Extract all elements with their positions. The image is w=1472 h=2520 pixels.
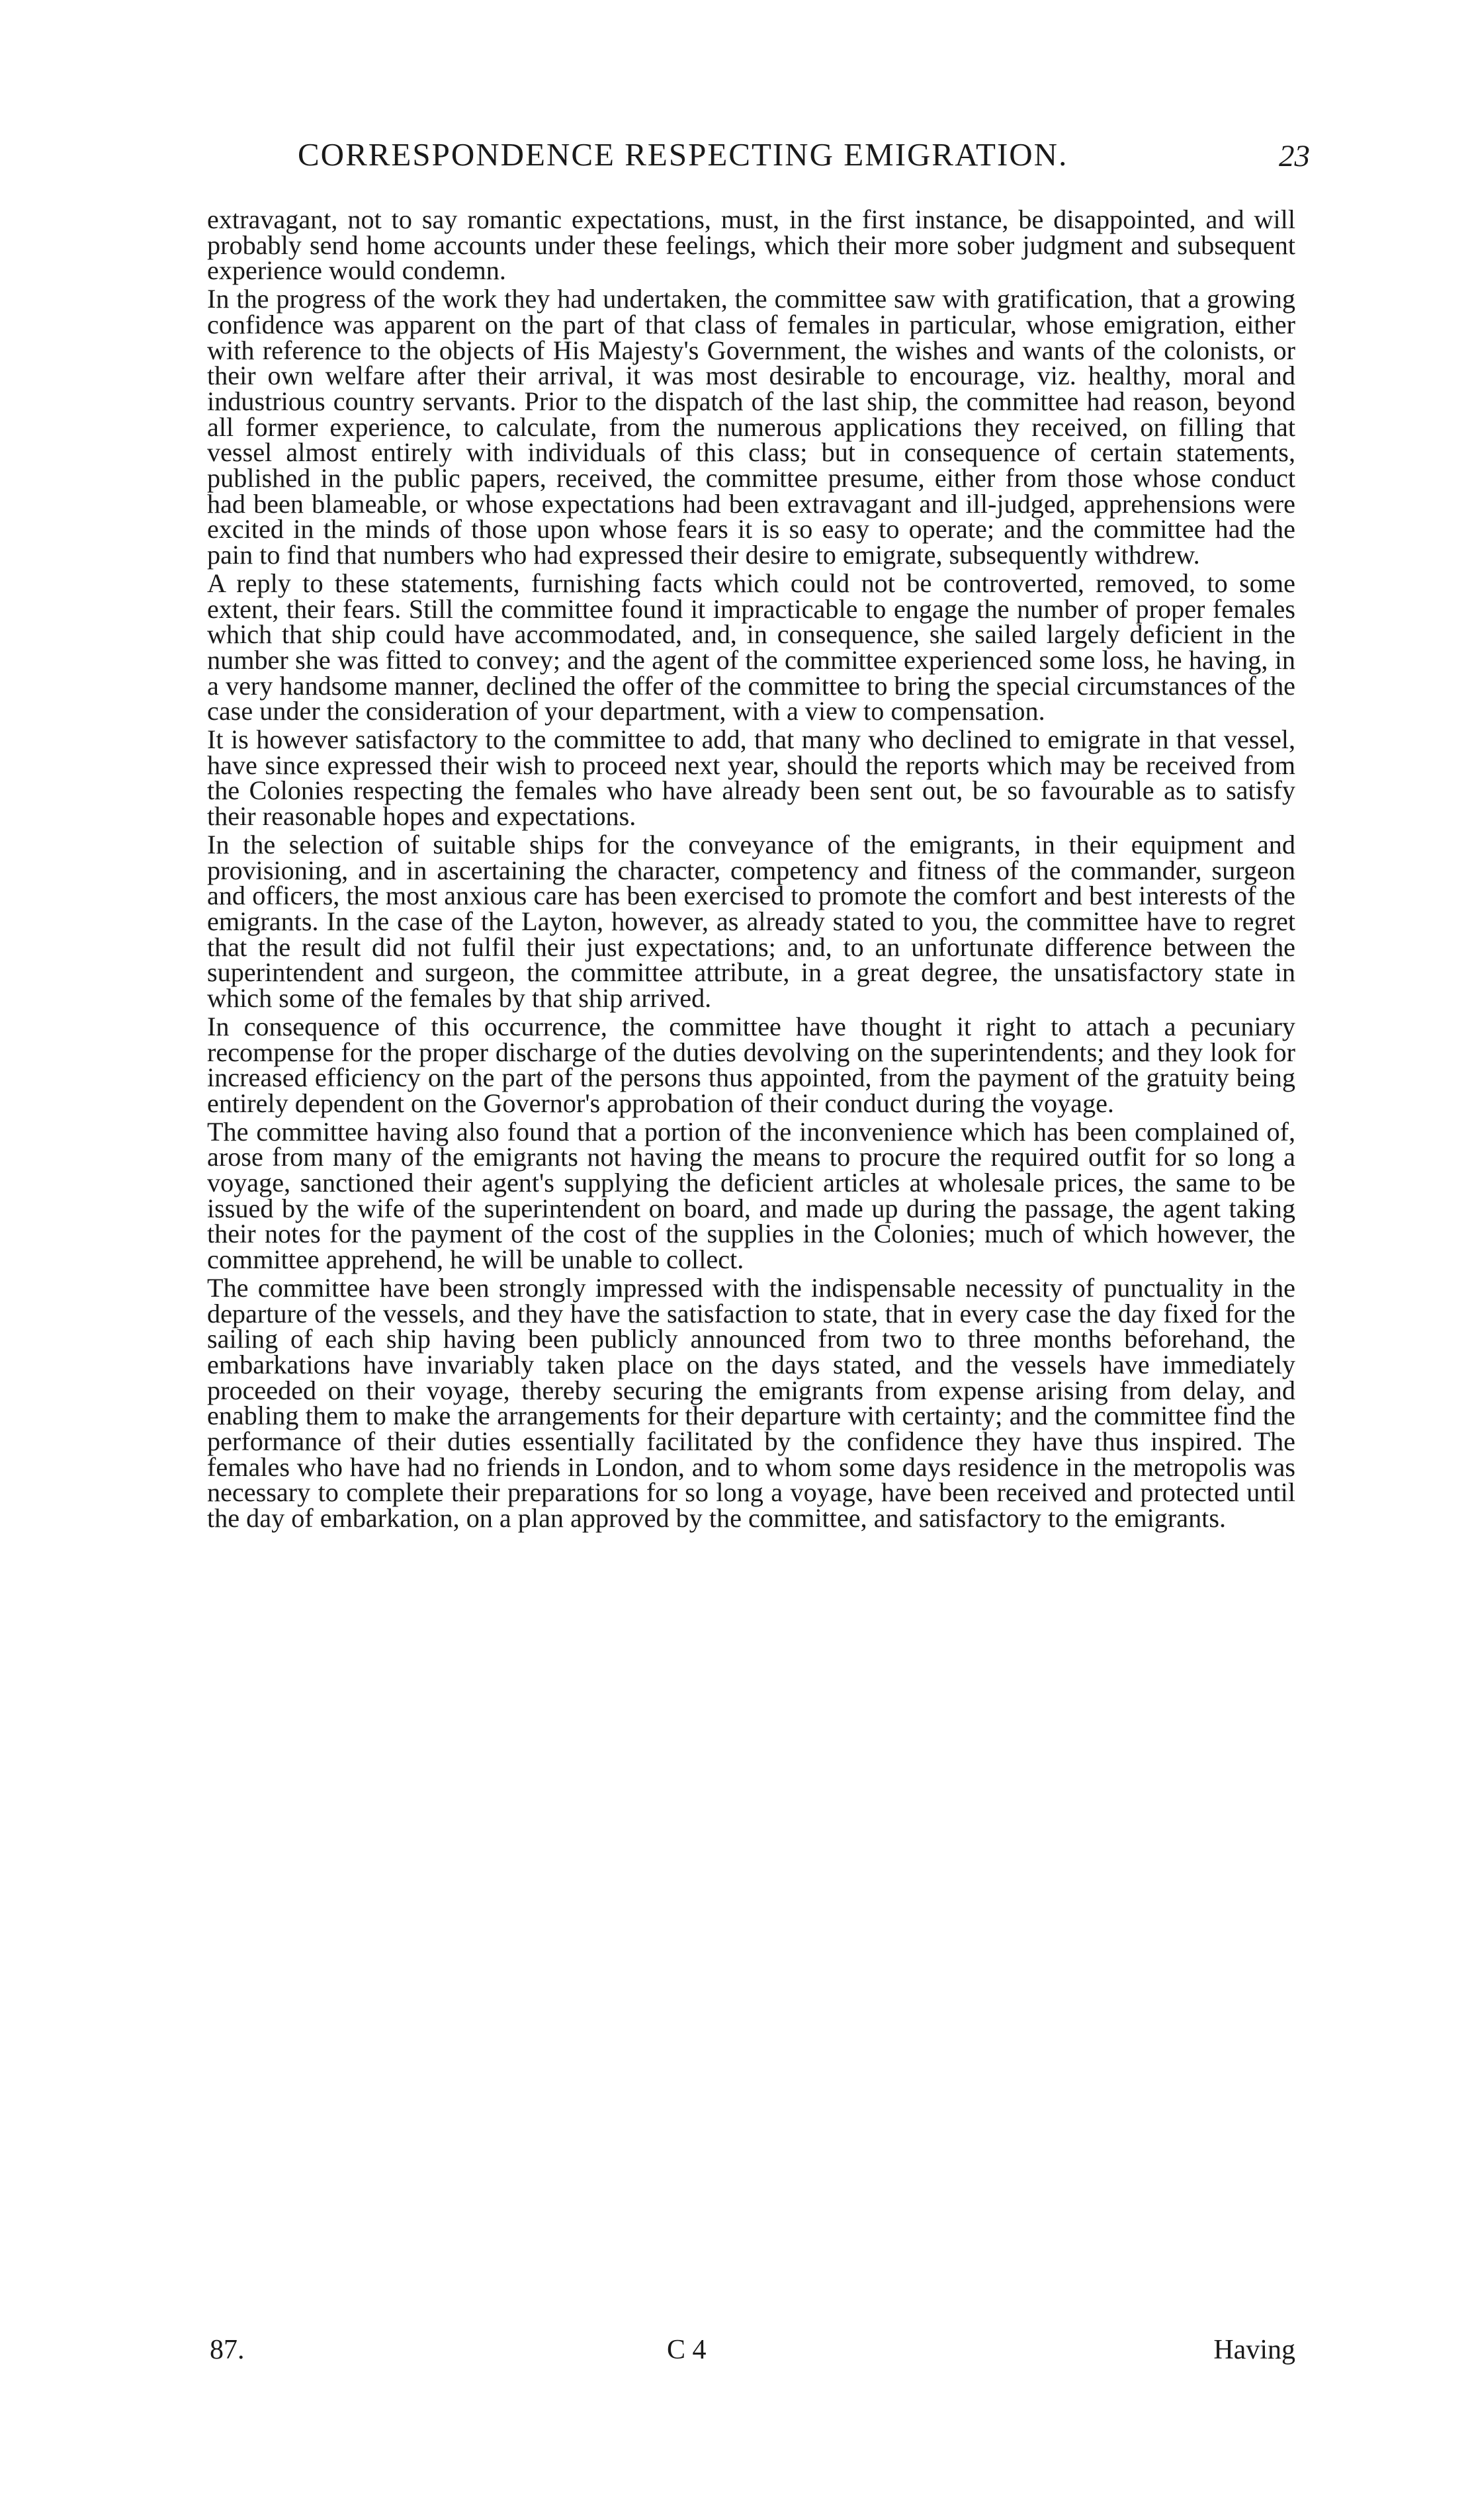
signature-mark: C 4 (667, 2335, 707, 2365)
page-footer (207, 2334, 1295, 2374)
paragraph: In consequence of this occurrence, the committee have thought it right to attach a pecuniary recompense for the proper discharge of the duties devolving on the superintendents; and they look for increased efficiency on the part of the persons thus appointed, from the payment of the gratuity being entirely dependent on the Governor's approbation of their conduct during the voyage. (207, 1011, 1295, 1118)
running-title: CORRESPONDENCE RESPECTING EMIGRATION. (298, 136, 1068, 173)
sheet-number: 87. (210, 2335, 245, 2365)
paragraph: It is however satisfactory to the committee to add, that many who declined to emigrate in that vessel, have since expressed their wish to proceed next year, should the reports which may be received from the Colonies respecting the females who have already been sent out, be so favourable as to satisfy their reasonable hopes and expectations. (207, 724, 1295, 832)
paragraph: In the selection of suitable ships for the conveyance of the emigrants, in their equipment and provisioning, and in ascertaining the character, competency and fitness of the commander, surgeon and officers, the most anxious care has been exercised to promote the comfort and best interests of the emigrants. In the case of the Layton, however, as already stated to you, the committee have to regret that the result did not fulfil their just expectations; and, to an unfortunate difference between the superintendent and surgeon, the committee attribute, in a great degree, the unsatisfactory state in which some of the females by that ship arrived. (207, 829, 1295, 1014)
page-number: 23 (1279, 139, 1310, 173)
paragraph: The committee having also found that a portion of the inconvenience which has been complained of, arose from many of the emigrants not having the means to procure the required outfit for so long a voyage, sanctioned their agent's supplying the deficient articles at wholesale prices, the same to be issued by the wife of the superintendent on board, and made up during the passage, the agent taking their notes for the payment of the cost of the supplies in the Colonies; much of which however, the committee apprehend, he will be unable to collect. (207, 1116, 1295, 1275)
paragraph: A reply to these statements, furnishing facts which could not be controverted, removed, to some extent, their fears. Still the committee found it impracticable to engage the number of proper females which that ship could have accommodated, and, in consequence, she sailed largely deficient in the number she was fitted to convey; and the agent of the committee experienced some loss, he having, in a very handsome manner, declined the offer of the committee to bring the special circumstances of the case under the consideration of your department, with a view to compensation. (207, 568, 1295, 726)
page-header (198, 136, 1310, 182)
body-text (207, 204, 1295, 1534)
paragraph: extravagant, not to say romantic expectations, must, in the first instance, be disappointed, and will probably send home accounts under these feelings, which their more sober judgment and subsequent experience would condemn. (207, 204, 1295, 286)
catchword: Having (1213, 2335, 1295, 2365)
paragraph: In the progress of the work they had undertaken, the committee saw with gratification, that a growing confidence was apparent on the part of that class of females in particular, whose emigration, either with reference to the objects of His Majesty's Government, the wishes and wants of the colonists, or their own welfare after their arrival, it was most desirable to encourage, viz. healthy, moral and industrious country servants. Prior to the dispatch of the last ship, the committee had reason, beyond all former experience, to calculate, from the numerous applications they received, on filling that vessel almost entirely with individuals of this class; but in consequence of certain statements, published in the public papers, received, the committee presume, either from those whose conduct had been blameable, or whose expectations had been extravagant and ill-judged, apprehensions were excited in the minds of those upon whose fears it is so easy to operate; and the committee had the pain to find that numbers who had expressed their desire to emigrate, subsequently withdrew. (207, 284, 1295, 570)
paragraph: The committee have been strongly impressed with the indispensable necessity of punctuality in the departure of the vessels, and they have the satisfaction to state, that in every case the day fixed for the sailing of each ship having been publicly announced from two to three months beforehand, the embarkations have invariably taken place on the days stated, and the vessels have immediately proceeded on their voyage, thereby securing the emigrants from expense arising from delay, and enabling them to make the arrangements for their departure with certainty; and the committee find the performance of their duties essentially facilitated by the confidence they have thus inspired. The females who have had no friends in London, and to whom some days residence in the metropolis was necessary to complete their preparations for so long a voyage, have been received and protected until the day of embarkation, on a plan approved by the committee, and satisfactory to the emigrants. (207, 1272, 1295, 1534)
